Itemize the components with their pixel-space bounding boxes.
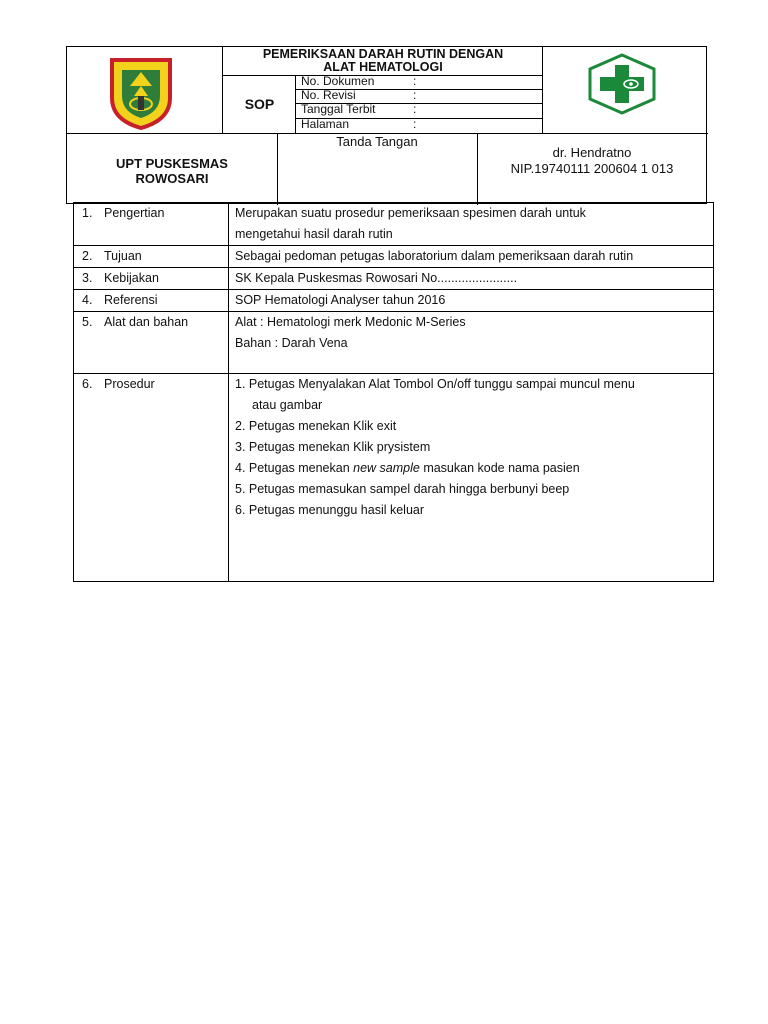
- content-line: Sebagai pedoman petugas laboratorium dalam pemeriksaan darah rutin: [235, 249, 634, 263]
- table-row: [74, 290, 714, 312]
- section-number: 5.: [82, 315, 93, 329]
- table-row: [74, 246, 714, 268]
- section-label-cell: [74, 246, 229, 268]
- procedure-step: 1. Petugas Menyalakan Alat Tombol On/off tunggu sampai muncul menu: [235, 377, 635, 391]
- meta-separator: :: [413, 102, 417, 116]
- section-content-cell: [229, 268, 714, 290]
- meta-row-issue-date: [296, 103, 543, 117]
- signatory: [477, 145, 707, 177]
- step-text: 4. Petugas menekan: [235, 461, 354, 475]
- doctor-name: dr. Hendratno: [552, 145, 632, 160]
- section-number: 4.: [82, 293, 93, 307]
- document-header: [66, 46, 707, 204]
- content-line: SK Kepala Puskesmas Rowosari No.......................: [235, 271, 518, 285]
- section-label: Prosedur: [104, 377, 155, 391]
- procedure-step: 6. Petugas menunggu hasil keluar: [235, 503, 425, 517]
- sop-label: SOP: [244, 95, 275, 112]
- section-content-cell: [229, 203, 714, 246]
- section-number: 3.: [82, 271, 93, 285]
- meta-label: Halaman: [301, 117, 350, 131]
- table-row: [74, 268, 714, 290]
- section-content-cell: [229, 246, 714, 268]
- section-label-cell: [74, 203, 229, 246]
- procedure-step: 3. Petugas menekan Klik prysistem: [235, 440, 431, 454]
- regency-emblem-logo: [108, 56, 174, 130]
- procedure-step-continuation: atau gambar: [252, 398, 323, 412]
- meta-row-document-number: [296, 75, 543, 89]
- content-line: SOP Hematologi Analyser tahun 2016: [235, 293, 446, 307]
- meta-row-page: [296, 118, 543, 132]
- document-title: [223, 47, 543, 76]
- procedure-step: 5. Petugas memasukan sampel darah hingga berbunyi beep: [235, 482, 570, 496]
- signature-label: Tanda Tangan: [336, 134, 418, 149]
- puskesmas-logo: [582, 51, 662, 117]
- meta-label: Tanggal Terbit: [301, 102, 376, 116]
- section-content-cell: [229, 312, 714, 374]
- section-label: Tujuan: [104, 249, 142, 263]
- step-text: masukan kode nama pasien: [419, 461, 580, 475]
- title-line-1: PEMERIKSAAN DARAH RUTIN DENGAN: [262, 47, 504, 61]
- meta-label: No. Revisi: [301, 88, 356, 102]
- section-label: Alat dan bahan: [104, 315, 189, 329]
- org-line-2: ROWOSARI: [135, 171, 209, 186]
- table-row: [74, 312, 714, 374]
- section-number: 6.: [82, 377, 93, 391]
- content-line: Bahan : Darah Vena: [235, 336, 348, 350]
- org-line-1: UPT PUSKESMAS: [116, 156, 228, 171]
- table-row: [74, 203, 714, 246]
- section-content-cell: [229, 290, 714, 312]
- step-emphasis: new sample: [353, 461, 420, 475]
- section-label-cell: [74, 268, 229, 290]
- procedure-steps-cell: [229, 374, 714, 582]
- organization-name: [67, 133, 277, 205]
- procedure-step: [235, 458, 707, 479]
- meta-separator: :: [413, 74, 417, 88]
- content-line: Merupakan suatu prosedur pemeriksaan spesimen darah untuk: [235, 206, 586, 220]
- meta-separator: :: [413, 88, 417, 102]
- doctor-nip: NIP.19740111 200604 1 013: [510, 161, 674, 176]
- procedure-step: 2. Petugas menekan Klik exit: [235, 419, 397, 433]
- meta-label: No. Dokumen: [301, 74, 375, 88]
- section-label-cell: [74, 290, 229, 312]
- content-line: Alat : Hematologi merk Medonic M-Series: [235, 315, 466, 329]
- section-label: Kebijakan: [104, 271, 159, 285]
- title-line-2: ALAT HEMATOLOGI: [323, 60, 443, 74]
- meta-separator: :: [413, 117, 417, 131]
- content-line: mengetahui hasil darah rutin: [235, 227, 393, 241]
- section-number: 1.: [82, 206, 93, 220]
- meta-row-revision: [296, 89, 543, 103]
- section-label-cell: [74, 374, 229, 582]
- sop-content-table: [73, 202, 714, 582]
- table-row: [74, 374, 714, 582]
- section-label: Referensi: [104, 293, 158, 307]
- section-number: 2.: [82, 249, 93, 263]
- section-label-cell: [74, 312, 229, 374]
- section-label: Pengertian: [104, 206, 165, 220]
